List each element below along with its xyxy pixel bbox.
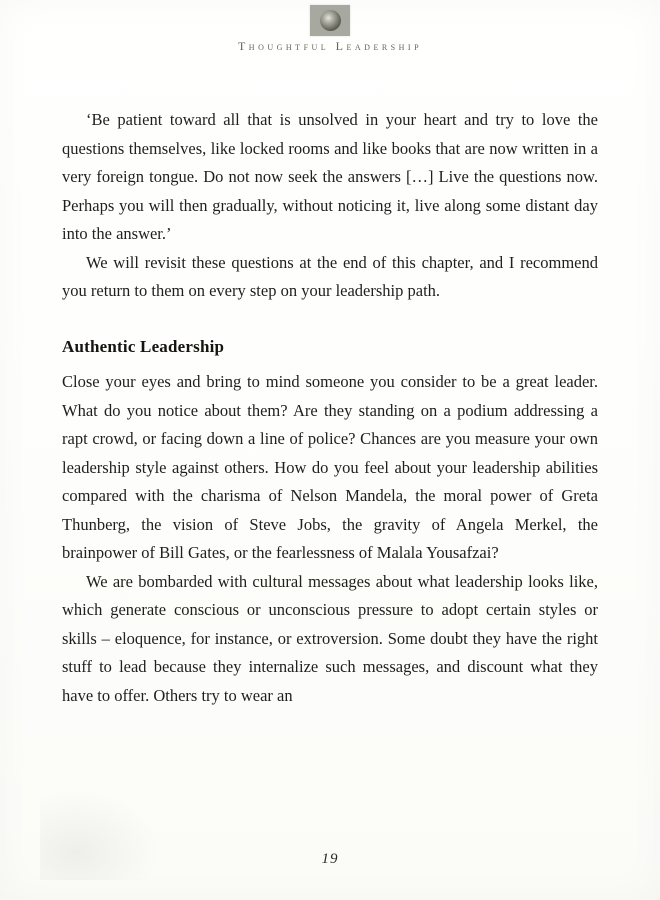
close-eyes-paragraph: Close your eyes and bring to mind someone you consider to be a great leader. What do you notice about them? Are they standing on a podium addressing a rapt crowd, or facing down a line of police? Chances are you measure your own leadership style against others. How do you feel about your leadership abilities compared with the charisma of Nelson Mandela, the moral power of Greta Thunberg, the vision of Steve Jobs, the gravity of Angela Merkel, the brainpower of Bill Gates, or the fearlessness of Malala Yousafzai?: [62, 372, 598, 562]
revisit-paragraph: We will revisit these questions at the end of this chapter, and I recommend you return to them on every step on your leadership path.: [62, 252, 598, 300]
section-heading: Authentic Leadership: [62, 336, 225, 356]
bombarded-paragraph: We are bombarded with cultural messages about what leadership looks like, which generate conscious or unconscious pressure to adopt certain styles or skills – eloquence, for instance, or extroversion. Some doubt they have the right stuff to lead because they internalize such messages, and discount what they have to offer. Others try to wear an: [62, 571, 598, 705]
page-number: 19: [321, 851, 339, 867]
pebble-circle-icon: [320, 10, 341, 31]
publisher-logo: [310, 5, 350, 36]
running-header: Thoughtful Leadership: [237, 39, 423, 53]
quote-paragraph: ‘Be patient toward all that is unsolved in your heart and try to love the questions themselves, like locked rooms and like books that are now written in a very foreign tongue. Do not now seek the answers […] Live the questions now. Perhaps you will then gradually, without noticing it, live along some distant day into the answer.’: [62, 110, 598, 243]
page-body: [62, 106, 598, 710]
